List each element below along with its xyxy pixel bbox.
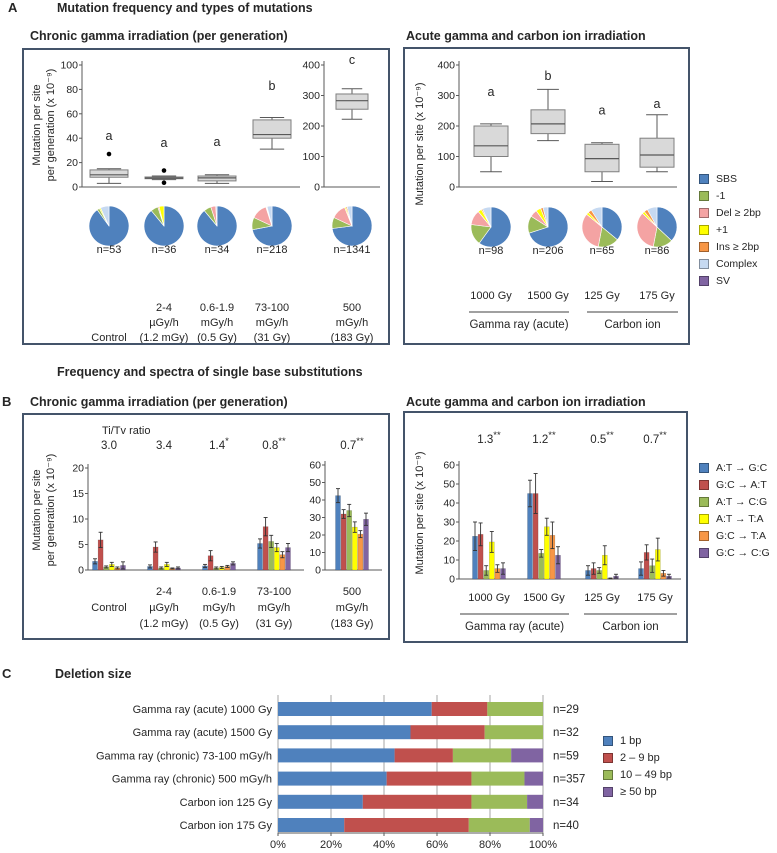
stacked-bar-segment <box>278 818 344 832</box>
legend-label: Del ≥ 2bp <box>716 207 761 219</box>
axis-tick-label: 10 <box>443 554 455 567</box>
panel-b-title: Frequency and spectra of single base substitutions <box>57 365 363 379</box>
axis-tick-label: 60 <box>309 459 321 472</box>
stacked-bar-segment <box>278 748 395 762</box>
stacked-bar-segment <box>395 748 453 762</box>
y-axis-label: per generation (x 10⁻⁹) <box>45 68 57 182</box>
legend-item <box>699 224 761 236</box>
dose-label: 1500 Gy <box>527 290 569 302</box>
titv-ratio: 1.2** <box>532 430 556 446</box>
stacked-bar-segment <box>387 772 472 786</box>
legend-item <box>603 752 672 764</box>
axis-tick-label: 400 <box>437 59 455 72</box>
dose-label: (0.5 Gy) <box>197 332 237 343</box>
axis-tick-label: 300 <box>437 90 455 102</box>
axis-tick-label: 0 <box>314 181 320 194</box>
acute-carbon-sbs-bar-panel <box>403 411 688 643</box>
stacked-bar-segment <box>278 725 411 739</box>
category-label: Gamma ray (acute) 1000 Gy <box>132 704 272 716</box>
dose-label: (183 Gy) <box>330 618 374 630</box>
legend-swatch-icon <box>603 770 613 780</box>
dose-label: 0.6-1.9 <box>199 302 235 314</box>
legend-label: 10 – 49 bp <box>620 769 672 781</box>
significance-letter: a <box>160 135 168 150</box>
dose-label: (183 Gy) <box>330 332 374 343</box>
legend-item <box>699 479 770 491</box>
bar <box>358 534 363 570</box>
legend-swatch-icon <box>699 174 709 184</box>
sample-size-label: n=32 <box>553 727 579 740</box>
stacked-bar-segment <box>453 748 511 762</box>
panel-b-label: B <box>2 394 12 409</box>
dose-label: 1000 Gy <box>468 592 510 604</box>
titv-ratio: 0.5** <box>590 430 614 446</box>
stacked-bar-segment <box>278 772 387 786</box>
axis-tick-label: 15 <box>72 488 84 500</box>
x-axis-tick-label: 0% <box>270 839 286 851</box>
stacked-bar-segment <box>511 748 543 762</box>
axis-tick-label: 30 <box>443 516 455 529</box>
stacked-bar-segment <box>485 725 543 739</box>
axis-tick-label: 30 <box>309 512 321 524</box>
legend-swatch-icon <box>699 463 709 473</box>
legend-swatch-icon <box>699 259 709 269</box>
axis-tick-label: 10 <box>72 513 84 526</box>
axis-tick-label: 400 <box>302 59 320 72</box>
a-right-chart <box>405 49 688 343</box>
legend-item <box>699 190 761 202</box>
stacked-bar-segment <box>432 702 488 716</box>
mutation-type-legend <box>699 173 761 292</box>
dose-label: 500 <box>342 586 362 598</box>
category-label: Carbon ion 125 Gy <box>179 796 272 809</box>
axis-tick-label: 100 <box>60 59 78 72</box>
stacked-bar-segment <box>487 702 543 716</box>
axis-tick-label: 0 <box>72 181 78 194</box>
chronic-gamma-boxplot-panel <box>22 48 390 345</box>
dose-label: mGy/h <box>335 602 369 614</box>
axis-tick-label: 100 <box>437 151 455 163</box>
dose-label: 175 Gy <box>637 592 673 604</box>
legend-swatch-icon <box>699 480 709 490</box>
legend-swatch-icon <box>603 736 613 746</box>
dose-label: mGy/h <box>255 317 289 329</box>
x-axis-tick-label: 100% <box>528 839 558 851</box>
axis-tick-label: 50 <box>309 477 321 489</box>
legend-swatch-icon <box>699 514 709 524</box>
dose-label: µGy/h <box>149 602 179 614</box>
axis-tick-label: 200 <box>302 120 320 133</box>
category-label: Carbon ion 175 Gy <box>179 820 272 832</box>
legend-label: A:T → G:C <box>716 462 768 474</box>
category-label: Gamma ray (acute) 1500 Gy <box>132 727 272 740</box>
x-axis-tick-label: 40% <box>372 839 396 851</box>
titv-ratio: 0.8** <box>262 436 286 452</box>
sample-size-label: n=218 <box>256 244 288 256</box>
legend-swatch-icon <box>603 753 613 763</box>
legend-item <box>699 258 761 270</box>
stacked-bar-segment <box>278 795 363 809</box>
legend-swatch-icon <box>699 531 709 541</box>
axis-tick-label: 0 <box>449 181 455 194</box>
titv-ratio: 0.7** <box>643 430 667 446</box>
panel-c-title: Deletion size <box>55 667 132 681</box>
panel-b-left-subtitle: Chronic gamma irradiation (per generation) <box>30 395 288 409</box>
b-right-chart <box>405 413 686 641</box>
titv-ratio: 0.7** <box>340 436 364 452</box>
legend-label: SBS <box>716 173 738 185</box>
dose-label: 125 Gy <box>584 592 620 604</box>
box-plot-box <box>336 94 368 109</box>
sbs-type-legend <box>699 462 770 564</box>
sample-size-label: n=1341 <box>333 244 371 256</box>
box-plot-box <box>253 120 291 138</box>
legend-item <box>699 173 761 185</box>
dose-label: mGy/h <box>200 317 234 329</box>
box-plot-box <box>531 110 565 134</box>
significance-letter: a <box>105 128 113 143</box>
legend-label: 2 – 9 bp <box>620 752 660 764</box>
bar <box>347 511 352 571</box>
axis-tick-label: 5 <box>78 539 84 551</box>
legend-swatch-icon <box>699 208 709 218</box>
stacked-bar-segment <box>411 725 485 739</box>
titv-ratio: 3.0 <box>101 440 117 452</box>
sample-size-label: n=40 <box>553 820 579 832</box>
dose-label: (31 Gy) <box>253 332 291 343</box>
y-axis-label: per generation (x 10⁻⁹) <box>45 453 57 567</box>
sample-size-label: n=357 <box>553 773 586 786</box>
dose-label: (0.5 Gy) <box>199 618 239 630</box>
axis-tick-label: 0 <box>449 573 455 586</box>
stacked-bar-segment <box>530 818 543 832</box>
titv-ratio: 1.3** <box>477 430 501 446</box>
legend-label: A:T → C:G <box>716 496 768 508</box>
sample-size-label: n=206 <box>532 245 564 257</box>
legend-swatch-icon <box>603 787 613 797</box>
axis-tick-label: 200 <box>437 120 455 133</box>
panel-c-label: C <box>2 666 12 681</box>
box-plot-box <box>90 170 128 177</box>
significance-letter: b <box>544 68 552 83</box>
titv-ratio: 3.4 <box>156 440 172 452</box>
significance-letter: a <box>213 135 221 150</box>
axis-tick-label: 300 <box>302 90 320 102</box>
legend-label: +1 <box>716 224 728 236</box>
legend-item <box>699 530 770 542</box>
legend-label: Complex <box>716 258 758 270</box>
y-axis-label: Mutation per site <box>31 469 43 551</box>
significance-letter: c <box>348 52 356 67</box>
axis-tick-label: 40 <box>66 132 78 145</box>
stacked-bar-segment <box>344 818 469 832</box>
dose-label: µGy/h <box>149 317 179 329</box>
box-plot-box <box>198 176 236 181</box>
sample-size-label: n=34 <box>204 244 230 256</box>
outlier-point <box>162 168 167 173</box>
axis-tick-label: 60 <box>66 108 78 121</box>
stacked-bar-segment <box>469 818 530 832</box>
sample-size-label: n=59 <box>553 750 579 763</box>
dose-label: 1000 Gy <box>470 290 512 302</box>
axis-tick-label: 40 <box>309 494 321 507</box>
panel-a-label: A <box>8 0 18 15</box>
dose-label: (1.2 mGy) <box>139 332 189 343</box>
category-label: Gamma ray (chronic) 500 mGy/h <box>111 773 272 786</box>
axis-tick-label: 80 <box>66 83 78 96</box>
stacked-bar-segment <box>527 795 543 809</box>
axis-tick-label: 40 <box>443 497 455 510</box>
axis-tick-label: 20 <box>443 535 455 548</box>
acute-carbon-boxplot-panel <box>403 47 690 345</box>
stacked-bar-segment <box>278 702 432 716</box>
sample-size-label: n=34 <box>553 796 579 809</box>
significance-letter: a <box>598 103 606 118</box>
x-axis-tick-label: 60% <box>425 839 449 851</box>
y-axis-label: Mutation per site (x 10⁻⁹) <box>414 82 426 206</box>
legend-label: ≥ 50 bp <box>620 786 657 798</box>
legend-item <box>699 462 770 474</box>
bar <box>364 519 369 570</box>
bar <box>352 527 357 570</box>
dose-label: Control <box>91 332 127 343</box>
legend-item <box>603 735 672 747</box>
box-plot-box <box>585 144 619 171</box>
legend-swatch-icon <box>699 242 709 252</box>
sample-size-label: n=29 <box>553 704 579 716</box>
deletion-size-legend <box>603 735 672 803</box>
legend-label: 1 bp <box>620 735 642 747</box>
sample-size-label: n=65 <box>589 245 615 257</box>
y-axis-label: Mutation per site (x 10⁻⁹) <box>414 451 426 575</box>
dose-label: 73-100 <box>256 586 292 598</box>
dose-label: 125 Gy <box>584 290 620 302</box>
group-bracket-label: Carbon ion <box>602 621 659 633</box>
legend-label: SV <box>716 275 731 287</box>
legend-label: G:C → A:T <box>716 479 767 491</box>
ratio-header: Ti/Tv ratio <box>102 425 151 437</box>
legend-swatch-icon <box>699 225 709 235</box>
panel-a-right-subtitle: Acute gamma and carbon ion irradiation <box>406 29 646 43</box>
group-bracket-label: Gamma ray (acute) <box>469 319 569 331</box>
dose-label: (31 Gy) <box>255 618 293 630</box>
sample-size-label: n=36 <box>151 244 177 256</box>
y-axis-label: Mutation per site <box>31 84 43 166</box>
dose-label: 175 Gy <box>639 290 675 302</box>
category-label: Gamma ray (chronic) 73-100 mGy/h <box>95 750 272 763</box>
axis-tick-label: 20 <box>66 157 78 170</box>
legend-label: Ins ≥ 2bp <box>716 241 760 253</box>
group-bracket-label: Carbon ion <box>604 319 661 331</box>
dose-label: 0.6-1.9 <box>201 586 237 598</box>
stacked-bar-segment <box>471 772 524 786</box>
sample-size-label: n=98 <box>478 245 504 257</box>
titv-ratio: 1.4* <box>209 436 229 452</box>
legend-item <box>699 207 761 219</box>
legend-swatch-icon <box>699 191 709 201</box>
sample-size-label: n=53 <box>96 244 122 256</box>
b-left-chart <box>24 415 388 638</box>
panel-a-left-subtitle: Chronic gamma irradiation (per generation) <box>30 29 288 43</box>
stacked-bar-segment <box>524 772 543 786</box>
legend-item <box>699 275 761 287</box>
legend-item <box>603 769 672 781</box>
legend-label: G:C → C:G <box>716 547 770 559</box>
axis-tick-label: 20 <box>72 462 84 475</box>
group-bracket-label: Gamma ray (acute) <box>464 621 565 633</box>
chronic-gamma-sbs-bar-panel <box>22 413 390 640</box>
legend-label: -1 <box>716 190 726 202</box>
axis-tick-label: 0 <box>78 564 84 577</box>
x-axis-tick-label: 20% <box>319 839 343 851</box>
legend-item <box>699 241 761 253</box>
significance-letter: a <box>653 97 661 112</box>
stacked-bar-segment <box>471 795 527 809</box>
dose-label: Control <box>91 602 127 614</box>
dose-label: 2-4 <box>156 586 172 598</box>
bar <box>336 496 341 570</box>
dose-label: mGy/h <box>202 602 236 614</box>
outlier-point <box>107 152 112 157</box>
legend-item <box>699 547 770 559</box>
dose-label: mGy/h <box>257 602 291 614</box>
a-left-chart <box>24 50 388 343</box>
dose-label: 500 <box>342 302 362 314</box>
panel-a-title: Mutation frequency and types of mutations <box>57 1 313 15</box>
x-axis-tick-label: 80% <box>478 839 502 851</box>
axis-tick-label: 50 <box>443 478 455 491</box>
axis-tick-label: 20 <box>309 529 321 542</box>
legend-swatch-icon <box>699 497 709 507</box>
legend-label: A:T → T:A <box>716 513 764 525</box>
dose-label: mGy/h <box>335 317 369 329</box>
dose-label: 73-100 <box>254 302 290 314</box>
axis-tick-label: 60 <box>443 459 455 472</box>
outlier-point <box>162 180 167 185</box>
panel-b-right-subtitle: Acute gamma and carbon ion irradiation <box>406 395 646 409</box>
significance-letter: a <box>487 85 495 99</box>
legend-swatch-icon <box>699 548 709 558</box>
axis-tick-label: 100 <box>302 151 320 163</box>
stacked-bar-segment <box>363 795 472 809</box>
dose-label: 1500 Gy <box>523 592 565 604</box>
dose-label: 2-4 <box>156 302 172 314</box>
legend-item <box>603 786 672 798</box>
axis-tick-label: 10 <box>309 547 321 559</box>
legend-swatch-icon <box>699 276 709 286</box>
box-plot-box <box>640 138 674 167</box>
sample-size-label: n=86 <box>644 245 670 257</box>
axis-tick-label: 0 <box>315 564 321 577</box>
box-plot-box <box>474 126 508 157</box>
bar <box>341 514 346 570</box>
dose-label: (1.2 mGy) <box>139 618 189 630</box>
legend-label: G:C → T:A <box>716 530 766 542</box>
legend-item <box>699 513 770 525</box>
legend-item <box>699 496 770 508</box>
significance-letter: b <box>268 78 276 93</box>
